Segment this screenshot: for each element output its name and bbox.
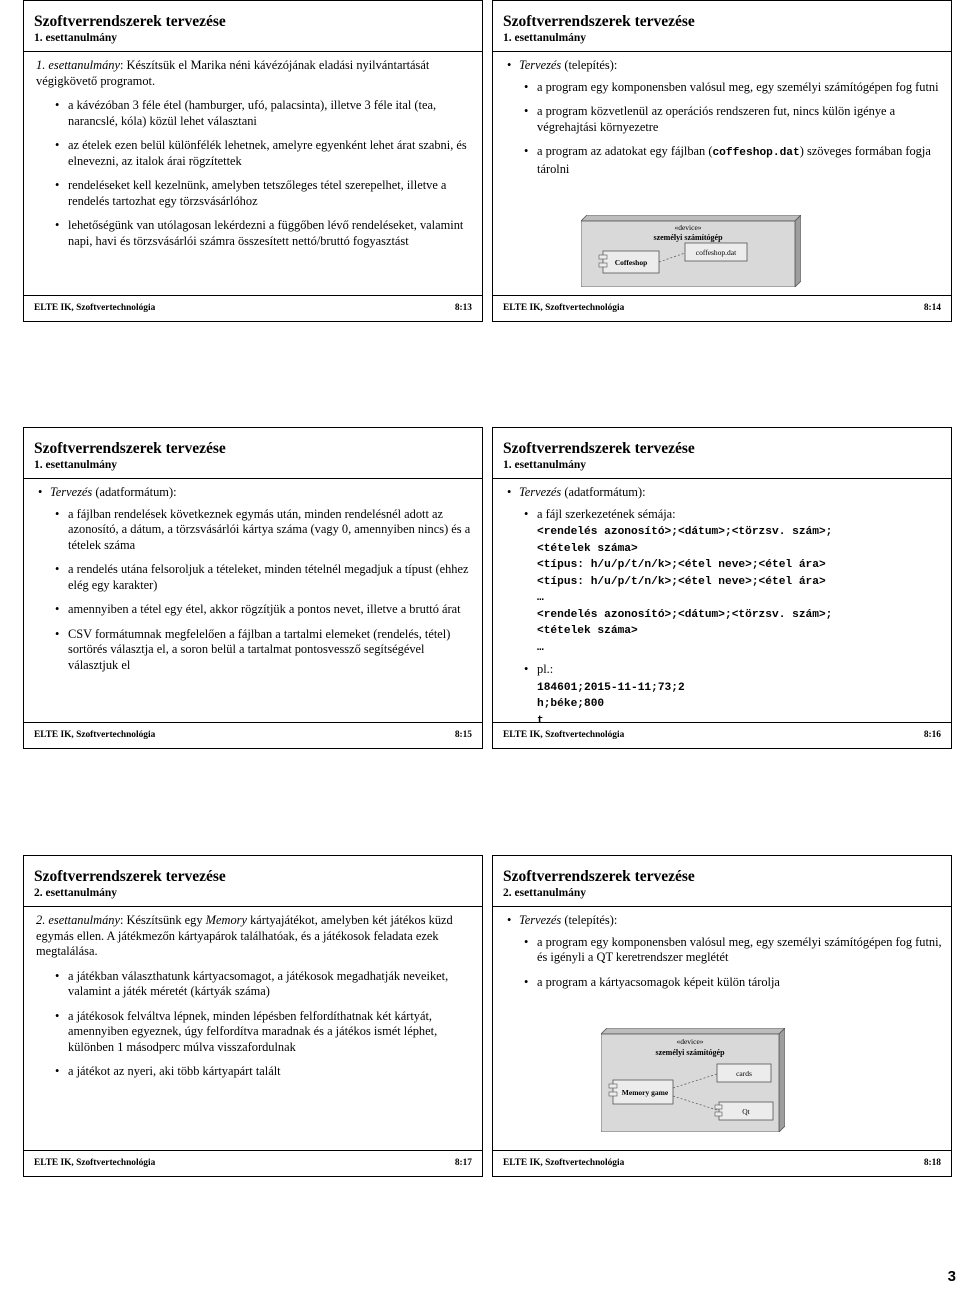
- slide-body: [36, 485, 474, 682]
- header-divider: [24, 51, 482, 52]
- header-divider: [493, 51, 951, 52]
- slide-subtitle: 1. esettanulmány: [503, 32, 587, 44]
- slide-number: 8:17: [454, 1158, 472, 1168]
- slide-body: [505, 58, 943, 186]
- header-divider: [24, 906, 482, 907]
- list-item: • az ételek ezen belül különfélék lehetnek, amelyre egyenként lehet árat szabni, és elnevezni, az italok árai rögzítettek: [36, 138, 474, 169]
- example-code: 184601;2015-11-11;73;2 h;béke;800 t: [537, 681, 685, 727]
- slide-title: Szoftverrendszerek tervezése: [503, 868, 695, 885]
- slide-8-16: [492, 427, 952, 749]
- slide-title: Szoftverrendszerek tervezése: [503, 440, 695, 457]
- list-item: • pl.:: [505, 662, 943, 678]
- slide-footer: [503, 303, 941, 313]
- device-stereotype: «device»: [676, 1037, 704, 1046]
- footer-divider: [24, 1150, 482, 1151]
- list-item: • a program közvetlenül az operációs rendszeren fut, nincs külön igénye a végrehajtási környezetre: [505, 104, 943, 135]
- slide-body: [505, 913, 943, 999]
- footer-label: ELTE IK, Szoftvertechnológia: [34, 1158, 156, 1168]
- header-divider: [493, 906, 951, 907]
- list-item: • Tervezés (telepítés):: [505, 913, 943, 929]
- list-item: • a program az adatokat egy fájlban (coffeshop.dat) szöveges formában fogja tárolni: [505, 144, 943, 177]
- list-item: • a program egy komponensben valósul meg, egy személyi számítógépen fog futni, és igényli a QT keretrendszer meglétét: [505, 935, 943, 966]
- list-item: • a játékot az nyeri, aki több kártyapárt talált: [36, 1064, 474, 1080]
- slide-8-18: [492, 855, 952, 1177]
- footer-label: ELTE IK, Szoftvertechnológia: [503, 1158, 625, 1168]
- slide-number: 8:15: [454, 730, 472, 740]
- deployment-diagram: [581, 215, 801, 292]
- artifact-name: coffeshop.dat: [695, 248, 737, 257]
- slide-subtitle: 2. esettanulmány: [503, 887, 587, 899]
- list-item: • Tervezés (adatformátum):: [36, 485, 474, 501]
- footer-divider: [24, 295, 482, 296]
- artifact-name: cards: [736, 1069, 752, 1078]
- slide-footer: [34, 730, 472, 740]
- node-name: személyi számítógép: [655, 1048, 725, 1057]
- slide-subtitle: 1. esettanulmány: [503, 459, 587, 471]
- device-stereotype: «device»: [674, 223, 702, 232]
- slide-footer: [503, 730, 941, 740]
- slide-title: Szoftverrendszerek tervezése: [503, 13, 695, 30]
- list-item: • a játékban választhatunk kártyacsomagot, a játékosok megadhatják neveiket, valamint a játék méretét (kártyák száma): [36, 969, 474, 1000]
- list-item: • a fájl szerkezetének sémája:: [505, 507, 943, 523]
- page-number: 3: [947, 1268, 956, 1285]
- intro-paragraph: 1. esettanulmány: Készítsük el Marika néni kávézójának eladási nyilvántartását végigkövető programot.: [36, 58, 430, 88]
- list-item: • a rendelés utána felsoroljuk a tételeket, minden tételnél megadjuk a típust (ehhez elég egy karakter): [36, 562, 474, 593]
- node-name: személyi számítógép: [653, 233, 723, 242]
- footer-divider: [493, 1150, 951, 1151]
- list-item: • a program a kártyacsomagok képeit külön tárolja: [505, 975, 943, 991]
- slide-8-17: [23, 855, 483, 1177]
- slide-number: 8:14: [923, 303, 941, 313]
- footer-label: ELTE IK, Szoftvertechnológia: [503, 730, 625, 740]
- slide-number: 8:18: [923, 1158, 941, 1168]
- list-item: • a fájlban rendelések következnek egymás után, minden rendelésnél adott az azonosító, a dátum, a törzsvásárlói kártya száma (vagy 0, amennyiben nincs) és a tételek száma: [36, 507, 474, 554]
- slide-title: Szoftverrendszerek tervezése: [34, 440, 226, 457]
- footer-label: ELTE IK, Szoftvertechnológia: [503, 303, 625, 313]
- slide-subtitle: 2. esettanulmány: [34, 887, 118, 899]
- footer-label: ELTE IK, Szoftvertechnológia: [34, 303, 156, 313]
- library-name: Qt: [742, 1107, 750, 1116]
- schema-code: <rendelés azonosító>;<dátum>;<törzsv. szám>; <tételek száma> <típus: h/u/p/t/n/k>;<étel neve>;<étel ára> <típus: h/u/p/t/n/k>;<étel neve>;<étel ára> … <rendelés azonosító>;<dátum>;<törzsv. szám>; <tételek száma> …: [537, 526, 833, 654]
- slide-subtitle: 1. esettanulmány: [34, 32, 118, 44]
- slide-title: Szoftverrendszerek tervezése: [34, 13, 226, 30]
- slide-footer: [34, 303, 472, 313]
- header-divider: [493, 478, 951, 479]
- list-item: • amennyiben a tétel egy étel, akkor rögzítjük a pontos nevet, illetve a bruttó árat: [36, 602, 474, 618]
- header-divider: [24, 478, 482, 479]
- list-item: • lehetőségünk van utólagosan lekérdezni a függőben lévő rendeléseket, valamint napi, havi és törzsvásárlói számra összesített nettó/bruttó fogyasztást: [36, 218, 474, 249]
- footer-divider: [493, 722, 951, 723]
- component-name: Memory game: [621, 1088, 669, 1097]
- list-item: • a kávézóban 3 féle étel (hamburger, ufó, palacsinta), illetve 3 féle ital (tea, narancslé, kóla) közül lehet választani: [36, 98, 474, 129]
- footer-divider: [24, 722, 482, 723]
- list-item: • a játékosok felváltva lépnek, minden lépésben felfordíthatnak két kártyát, amennyiben egyeznek, úgy felfordítva maradnak és a játékos ismét léphet, különben 1 másodperc múlva visszafordulnak: [36, 1009, 474, 1056]
- slide-title: Szoftverrendszerek tervezése: [34, 868, 226, 885]
- slide-number: 8:16: [923, 730, 941, 740]
- slide-footer: [34, 1158, 472, 1168]
- list-item: • rendeléseket kell kezelnünk, amelyben tetszőleges tétel szerepelhet, illetve a rendelés tartozhat egy törzsvásárlóhoz: [36, 178, 474, 209]
- slide-body: [36, 58, 474, 258]
- slide-subtitle: 1. esettanulmány: [34, 459, 118, 471]
- slide-number: 8:13: [454, 303, 472, 313]
- list-item: • a program egy komponensben valósul meg, egy személyi számítógépen fog futni: [505, 80, 943, 96]
- slide-footer: [503, 1158, 941, 1168]
- intro-paragraph: 2. esettanulmány: Készítsünk egy Memory kártyajátékot, amelyben két játékos küzd egymás ellen. A játékmezőn kártyapárok találhatóak, és a játékosok feladata ezek megtalálása.: [36, 913, 453, 958]
- slide-body: [36, 913, 474, 1089]
- slide-8-14: [492, 0, 952, 322]
- footer-divider: [493, 295, 951, 296]
- list-item: • Tervezés (telepítés):: [505, 58, 943, 74]
- footer-label: ELTE IK, Szoftvertechnológia: [34, 730, 156, 740]
- list-item: • CSV formátumnak megfelelően a fájlban a tartalmi elemeket (rendelés, tétel) sortörés választja el, a soron belül a tartalmat pontosvessző segítségével választjuk el: [36, 627, 474, 674]
- slide-8-15: [23, 427, 483, 749]
- list-item: • Tervezés (adatformátum):: [505, 485, 943, 501]
- slide-8-13: [23, 0, 483, 322]
- slide-body: [505, 485, 943, 729]
- component-name: Coffeshop: [614, 258, 648, 267]
- deployment-diagram: [601, 1028, 785, 1137]
